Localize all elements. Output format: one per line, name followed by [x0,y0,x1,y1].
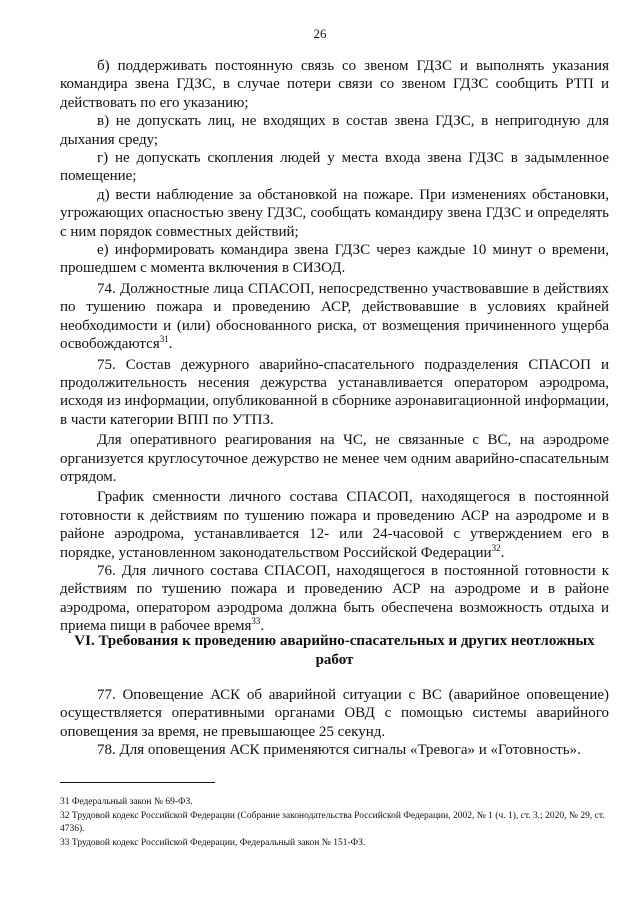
paragraph-76: 76. Для личного состава СПАСОП, находящегося в постоянной готовности к действиям по тушению пожара и проведению АСР на аэродроме и в районе аэродрома, оператором аэродрома должна быть обеспечена возможность отдыха и приема пищи в рабочее время$^{33}$. [60,562,609,635]
page-number: 26 [313,26,327,41]
paragraph-78: 78. Для оповещения АСК применяются сигналы «Тревога» и «Готовность». [97,742,581,759]
footnote-ref-32: 32 [491,542,501,553]
footnote-33: 33 Трудовой кодекс Российской Федерации, Федеральный закон № 151-ФЗ. [60,837,366,848]
footnotes [60,796,609,850]
paragraph-74-text: 74. Должностные лица СПАСОП, непосредственно участвовавшие в действиях по тушению пожара и проведению АСР, действовавшие в условиях крайней необходимости и (или) обоснованного риска, от возмещения причиненного ущерба освобождаются [60,280,609,353]
paragraph-75-c: График сменности личного состава СПАСОП, находящегося в постоянной готовности к действиям по тушению пожара и проведению АСР на аэродроме и в районе аэродрома, устанавливается 12- или 24-часовой с утверждением его в порядке, установленном законодательством Российской Федерации$^{32}$. [60,489,609,561]
footnote-ref-31: 31 [159,334,169,345]
footnote-31: 31 Федеральный закон № 69-ФЗ. [60,797,193,807]
footnote-divider [60,782,215,783]
paragraph-b: б) поддерживать постоянную связь со звеном ГДЗС и выполнять указания командира звена ГДЗС, в случае потери связи со звеном ГДЗС сообщить РТП и действовать по его указанию; [60,58,609,111]
paragraph-d: д) вести наблюдение за обстановкой на пожаре. При изменениях обстановки, угрожающих опасностью звену ГДЗС, сообщать командиру звена ГДЗС и определять с ним порядок совместных действий; [60,186,609,240]
paragraph-75: 75. Состав дежурного аварийно-спасательного подразделения СПАСОП и продолжительность несения дежурства устанавливается оператором аэродрома, исходя из информации, опубликованной в сборнике аэронавигационной информации, в части категории ВПП по УТПЗ. [60,356,609,428]
paragraph-77: 77. Оповещение АСК об аварийной ситуации с ВС (аварийное оповещение) осуществляется оперативными органами ОВД с помощью системы аварийного оповещения за время, не превышающее 25 секунд. [60,687,609,740]
footnote-ref-33: 33 [251,616,261,627]
footnote-32: 32 Трудовой кодекс Российской Федерации (Собрание законодательства Российской Федерации, 2002, № 1 (ч. 1), ст. 3.; 2020, № 29, ст. 4736). [60,810,605,834]
paragraph-75-c-text: График сменности личного состава СПАСОП, находящегося в постоянной готовности к действиям по тушению пожара и проведению АСР на аэродроме и в районе аэродрома, устанавливается 12- или 24-часовой с утверждением его в порядке, установленном законодательством Российской Федерации [60,489,609,561]
paragraph-75-b: Для оперативного реагирования на ЧС, не связанные с ВС, на аэродроме организуется круглосуточное дежурство не менее чем одним аварийно-спасательным отрядом. [60,432,609,485]
body-text [60,57,609,636]
paragraph-g: г) не допускать скопления людей у места входа звена ГДЗС в задымленное помещение; [60,150,609,185]
paragraph-76-text: 76. Для личного состава СПАСОП, находящегося в постоянной готовности к действиям по тушению пожара и проведению АСР на аэродроме и в районе аэродрома, оператором аэродрома должна быть обеспечена возможность отдыха и приема пищи в рабочее время [60,562,609,635]
paragraph-v: в) не допускать лиц, не входящих в состав звена ГДЗС, в непригодную для дыхания среду; [60,113,609,148]
body-text-after-heading [60,686,609,760]
paragraph-e: е) информировать командира звена ГДЗС через каждые 10 минут о времени, прошедшем с момента включения в СИЗОД. [60,242,609,277]
section-heading: VI. Требования к проведению аварийно-спасательных и других неотложных работ [74,633,595,668]
paragraph-74: 74. Должностные лица СПАСОП, непосредственно участвовавшие в действиях по тушению пожара и проведению АСР, действовавшие в условиях крайней необходимости и (или) обоснованного риска, от возмещения причиненного ущерба освобождаются$^{31}$. [60,280,609,353]
